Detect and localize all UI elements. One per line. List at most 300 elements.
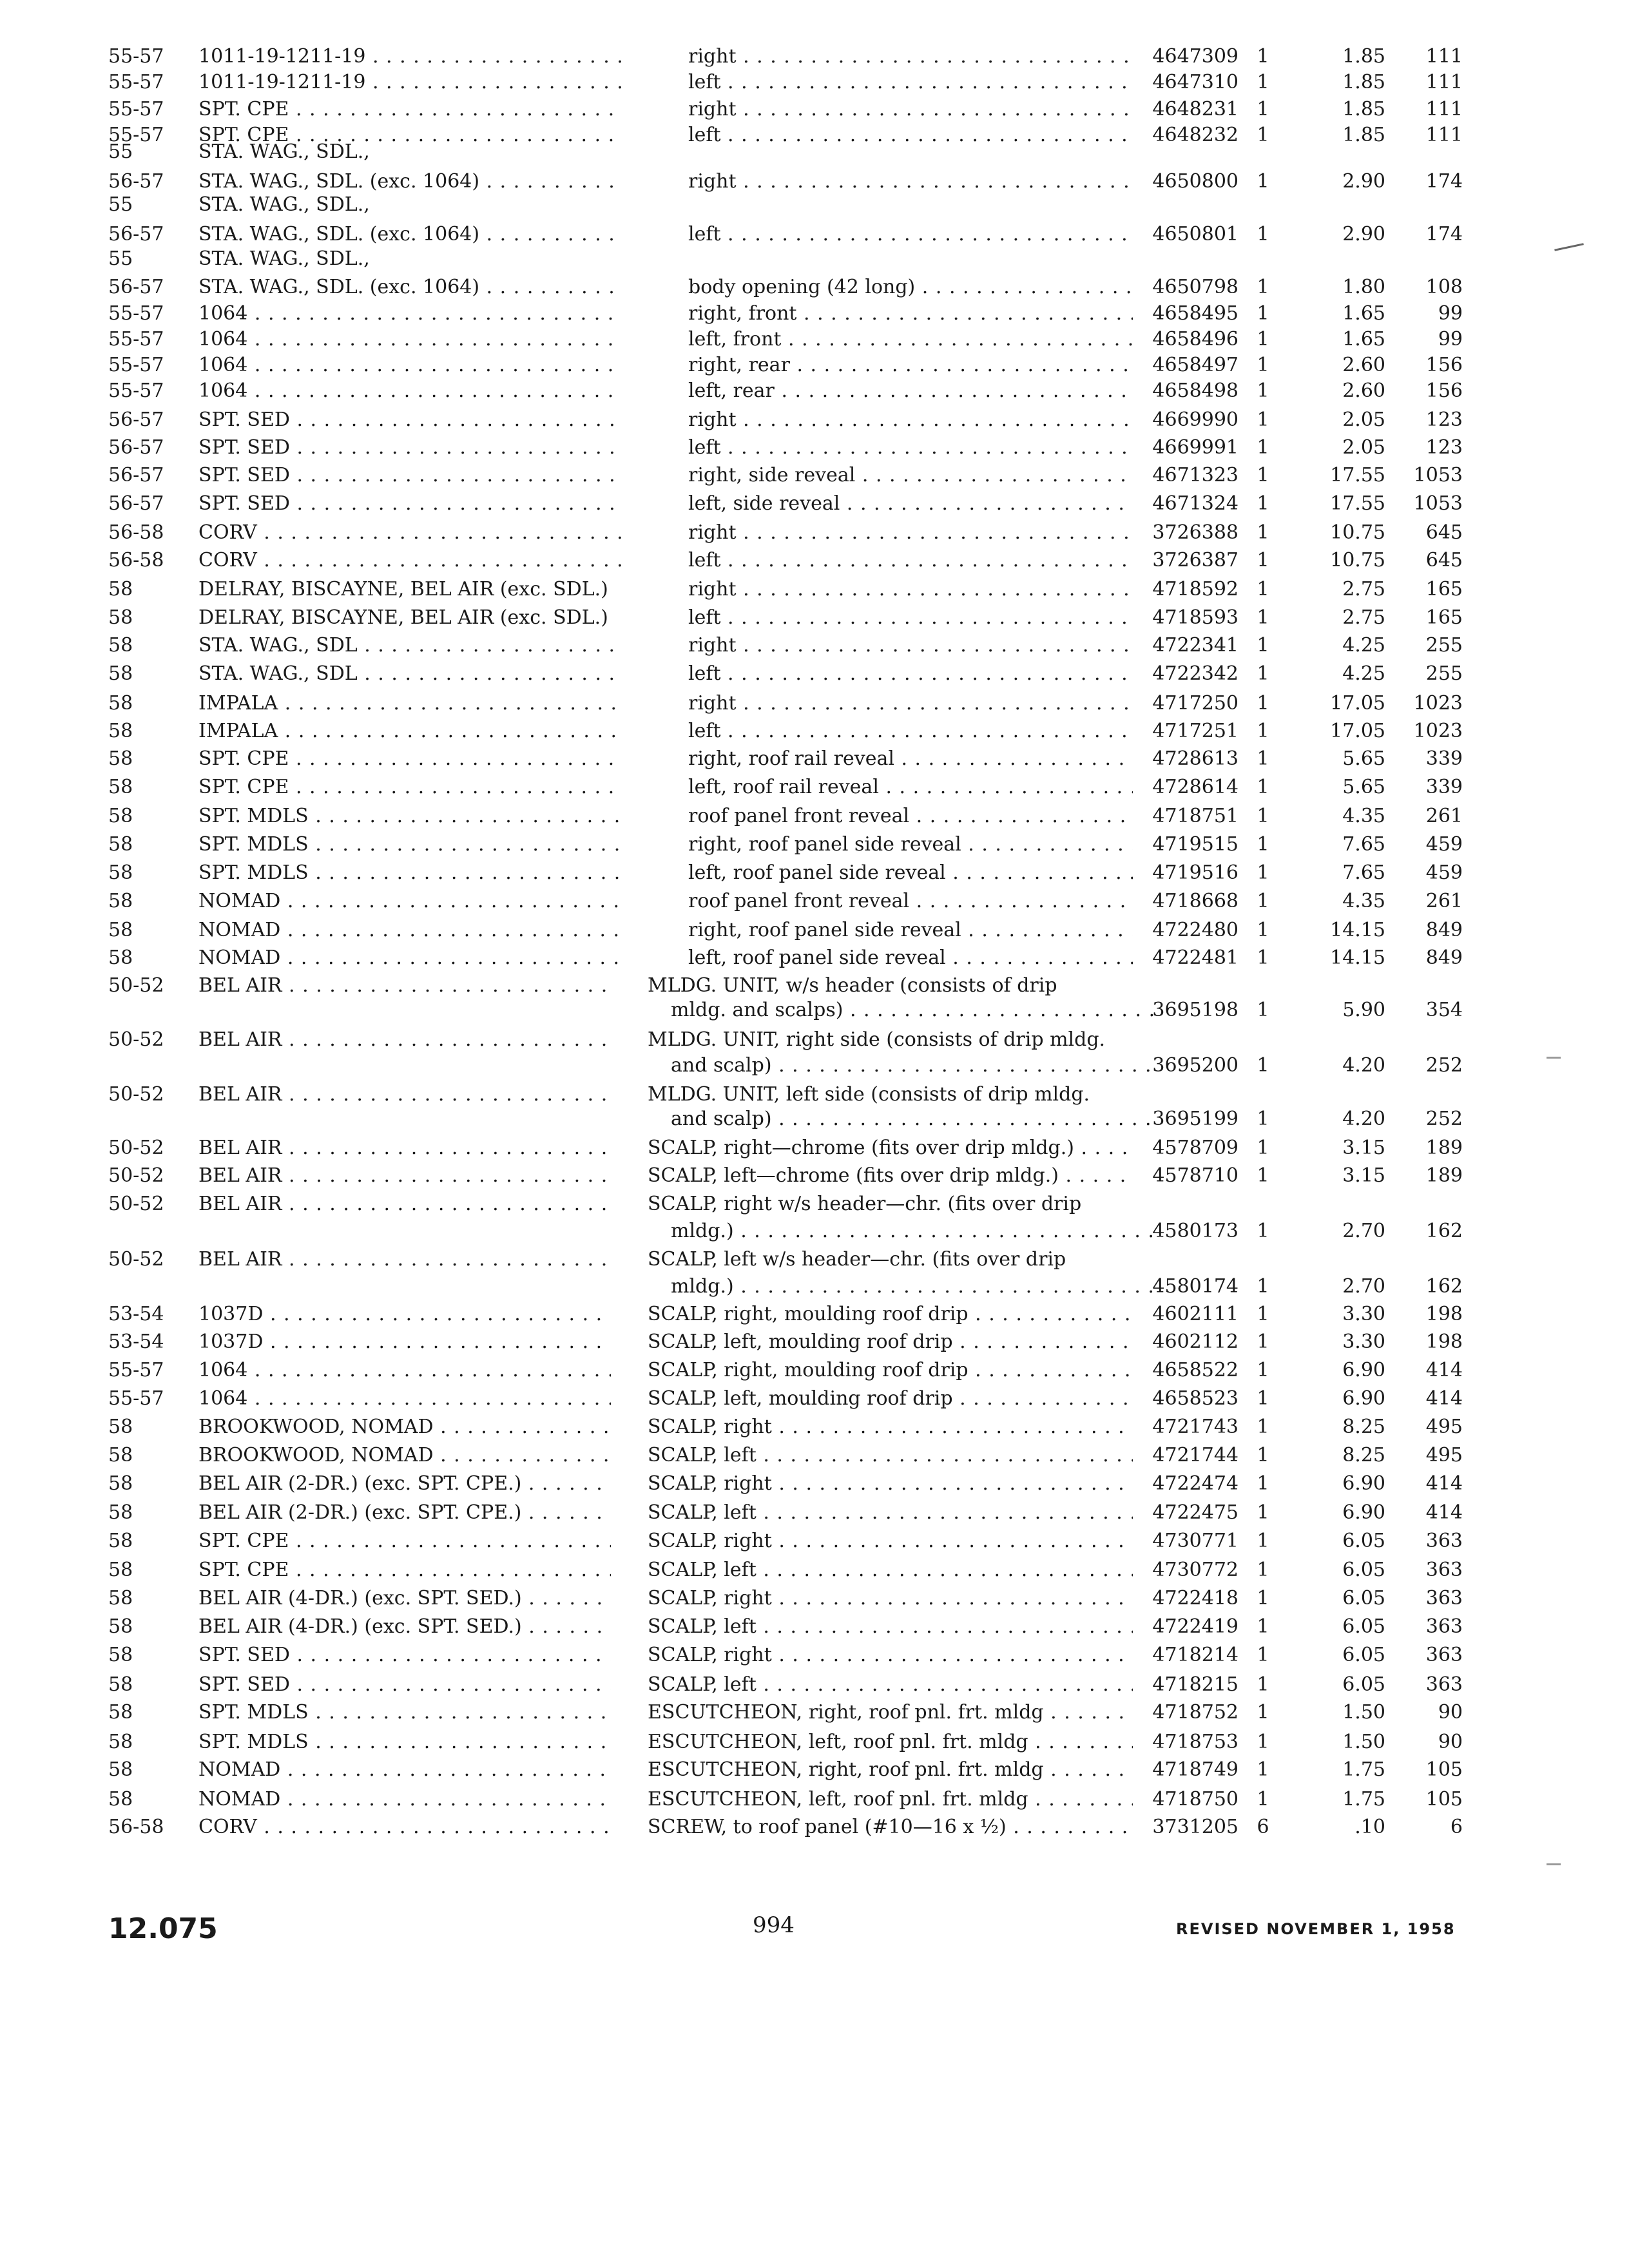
quantity: 1 (1257, 1501, 1269, 1524)
part-description: left, roof panel side reveal . . . (688, 859, 1133, 887)
quantity: 1 (1257, 919, 1269, 941)
table-row (0, 273, 1629, 302)
part-description: left . . . (688, 434, 1133, 462)
part-number: 3726387 (1152, 549, 1239, 572)
year-range: 55-57 (108, 1359, 164, 1381)
table-row (0, 1556, 1629, 1584)
model-name: STA. WAG., SDL., (198, 140, 370, 163)
year-range: 56-58 (108, 549, 164, 572)
table-row (0, 1162, 1629, 1190)
list-price: 2.60 (1342, 354, 1385, 376)
model-name (198, 1217, 611, 1245)
quantity: 1 (1257, 720, 1269, 742)
part-number: 4578709 (1152, 1137, 1239, 1159)
list-price: 3.15 (1342, 1137, 1385, 1159)
quantity: 1 (1257, 1731, 1269, 1753)
group-number (1392, 191, 1463, 219)
list-price: 2.75 (1342, 606, 1385, 629)
year-range: 50-52 (108, 974, 164, 997)
quantity: 1 (1257, 276, 1269, 298)
part-description: SCREW, to roof panel (#10—16 x ½) . . . (648, 1813, 1133, 1841)
part-number: 4730772 (1152, 1559, 1239, 1581)
part-number: 4722342 (1152, 662, 1239, 685)
table-row (0, 434, 1629, 462)
quantity: 1 (1257, 436, 1269, 459)
group-number: 1053 (1413, 492, 1463, 515)
model-name: SPT. MDLS . . . (198, 1698, 611, 1727)
list-price: 8.25 (1342, 1416, 1385, 1438)
part-description: SCALP, right—chrome (fits over drip mldg.) . . . (648, 1134, 1133, 1162)
model-name: BEL AIR . . . (198, 1245, 611, 1274)
year-range: 56-58 (108, 521, 164, 544)
group-number: 90 (1438, 1731, 1463, 1753)
part-number: 4650800 (1152, 170, 1239, 193)
group-number: 645 (1425, 549, 1463, 572)
group-number: 105 (1425, 1758, 1463, 1781)
part-number: 4718593 (1152, 606, 1239, 629)
year-range: 56-57 (108, 436, 164, 459)
model-name: CORV . . . (198, 519, 621, 547)
part-number: 4718751 (1152, 805, 1239, 827)
quantity: 1 (1257, 1387, 1269, 1410)
part-description: SCALP, left . . . (648, 1441, 1133, 1470)
group-number (1392, 245, 1463, 273)
part-description (688, 245, 1133, 273)
table-row (0, 461, 1629, 490)
model-name: SPT. CPE . . . (198, 95, 621, 124)
year-range: 58 (108, 1673, 133, 1696)
quantity: 1 (1257, 1275, 1269, 1298)
table-row (0, 1105, 1629, 1133)
table-row (0, 546, 1629, 575)
model-name: SPT. MDLS . . . (198, 859, 621, 887)
table-row (0, 916, 1629, 945)
year-range: 56-58 (108, 1816, 164, 1838)
table-row (0, 604, 1629, 632)
part-description: left, roof panel side reveal . . . (688, 944, 1133, 972)
part-description: right, front . . . (688, 300, 1133, 328)
year-range: 58 (108, 606, 133, 629)
part-description: right . . . (688, 95, 1133, 124)
part-description: MLDG. UNIT, left side (consists of drip mldg. (648, 1083, 1090, 1106)
quantity: 1 (1257, 947, 1269, 969)
part-description (688, 191, 1133, 219)
table-row (0, 575, 1629, 604)
quantity: 1 (1257, 380, 1269, 402)
list-price: 3.30 (1342, 1303, 1385, 1325)
group-number: 495 (1425, 1416, 1463, 1438)
part-number: 4718668 (1152, 890, 1239, 912)
model-name: IMPALA . . . (198, 689, 621, 718)
part-number: 4650798 (1152, 276, 1239, 298)
quantity: 1 (1257, 328, 1269, 351)
table-row (0, 1785, 1629, 1814)
group-number: 162 (1425, 1275, 1463, 1298)
list-price: 6.90 (1342, 1501, 1385, 1524)
part-description: roof panel front reveal . . . (688, 887, 1133, 916)
list-price: 10.75 (1330, 549, 1385, 572)
part-description: MLDG. UNIT, w/s header (consists of drip (648, 974, 1057, 997)
part-number: 4718750 (1152, 1788, 1239, 1811)
part-description: SCALP, left . . . (648, 1499, 1133, 1527)
group-number: 339 (1425, 776, 1463, 798)
list-price: 4.35 (1342, 890, 1385, 912)
part-description: right . . . (688, 631, 1133, 660)
part-number: 3695199 (1152, 1108, 1239, 1130)
part-description: right . . . (688, 168, 1133, 196)
model-name: SPT. MDLS . . . (198, 1728, 611, 1756)
quantity: 1 (1257, 1472, 1269, 1495)
model-name: BEL AIR . . . (198, 1190, 611, 1218)
quantity: 1 (1257, 124, 1269, 146)
list-price (1289, 138, 1385, 166)
list-price: 5.65 (1342, 747, 1385, 770)
quantity: 1 (1257, 1530, 1269, 1552)
table-row (0, 95, 1629, 124)
year-range (108, 1273, 192, 1301)
part-description: right, roof panel side reveal . . . (688, 916, 1133, 945)
part-number: 4658495 (1152, 302, 1239, 325)
list-price (1289, 245, 1385, 273)
year-range: 55-57 (108, 98, 164, 120)
part-description: right, side reveal . . . (688, 461, 1133, 490)
model-name (198, 1105, 611, 1133)
list-price: 6.05 (1342, 1644, 1385, 1666)
model-name: SPT. MDLS . . . (198, 802, 621, 831)
quantity: 1 (1257, 999, 1269, 1021)
part-description: SCALP, right, moulding roof drip . . . (648, 1356, 1133, 1385)
list-price: 8.25 (1342, 1444, 1385, 1466)
model-name: 1064 . . . (198, 377, 621, 405)
year-range: 50-52 (108, 1137, 164, 1159)
table-row (0, 1698, 1629, 1727)
section-number: 12.075 (108, 1912, 218, 1945)
part-description: SCALP, left—chrome (fits over drip mldg.) . . . (648, 1162, 1133, 1190)
quantity: 1 (1257, 1054, 1269, 1077)
year-range (108, 996, 192, 1024)
part-number: 4658496 (1152, 328, 1239, 351)
list-price: 6.90 (1342, 1359, 1385, 1381)
quantity: 1 (1257, 692, 1269, 715)
model-name: BEL AIR . . . (198, 1026, 611, 1054)
group-number: 198 (1425, 1331, 1463, 1353)
table-row (0, 887, 1629, 916)
quantity (1249, 138, 1277, 166)
table-row (0, 1245, 1629, 1274)
list-price: 5.65 (1342, 776, 1385, 798)
quantity: 1 (1257, 833, 1269, 856)
year-range: 55-57 (108, 354, 164, 376)
group-number: 174 (1425, 170, 1463, 193)
group-number: 363 (1425, 1530, 1463, 1552)
list-price: 2.70 (1342, 1220, 1385, 1242)
group-number: 189 (1425, 1137, 1463, 1159)
part-description: left . . . (688, 220, 1133, 249)
year-range: 55-57 (108, 302, 164, 325)
list-price: 4.25 (1342, 662, 1385, 685)
group-number: 255 (1425, 662, 1463, 685)
part-description: left . . . (688, 546, 1133, 575)
model-name: 1037D . . . (198, 1300, 611, 1329)
list-price: 3.30 (1342, 1331, 1385, 1353)
year-range: 58 (108, 1758, 133, 1781)
quantity: 1 (1257, 1359, 1269, 1381)
model-name: BEL AIR . . . (198, 1081, 611, 1109)
part-number: 4718592 (1152, 578, 1239, 601)
quantity: 1 (1257, 634, 1269, 657)
model-name: SPT. SED . . . (198, 406, 621, 434)
group-number: 459 (1425, 833, 1463, 856)
quantity: 1 (1257, 1701, 1269, 1724)
part-number (1134, 1026, 1239, 1054)
year-range: 58 (108, 1530, 133, 1552)
part-number (1134, 1245, 1239, 1274)
part-description: mldg.) . . . (648, 1273, 1156, 1301)
part-number: 4658522 (1152, 1359, 1239, 1381)
list-price: 1.85 (1342, 124, 1385, 146)
list-price: 17.05 (1330, 692, 1385, 715)
table-row (0, 1756, 1629, 1784)
part-number: 3695198 (1152, 999, 1239, 1021)
group-number: 645 (1425, 521, 1463, 544)
table-row (0, 1356, 1629, 1385)
group-number: 849 (1425, 919, 1463, 941)
quantity: 1 (1257, 1108, 1269, 1130)
list-price: 1.85 (1342, 98, 1385, 120)
year-range: 55-57 (108, 1387, 164, 1410)
table-row (0, 519, 1629, 547)
group-number: 1023 (1413, 720, 1463, 742)
quantity (1249, 1245, 1277, 1274)
quantity: 1 (1257, 1644, 1269, 1666)
model-name (198, 1052, 611, 1080)
part-number (1134, 245, 1239, 273)
part-number: 3731205 (1152, 1816, 1239, 1838)
list-price: 1.75 (1342, 1758, 1385, 1781)
table-row (0, 1641, 1629, 1669)
table-row (0, 1413, 1629, 1441)
part-description: MLDG. UNIT, right side (consists of drip mldg. (648, 1028, 1106, 1051)
group-number: 108 (1425, 276, 1463, 298)
part-number: 4647309 (1152, 45, 1239, 68)
quantity: 1 (1257, 354, 1269, 376)
part-number: 4658497 (1152, 354, 1239, 376)
model-name: BEL AIR . . . (198, 1162, 611, 1190)
table-row (0, 1470, 1629, 1498)
group-number: 90 (1438, 1701, 1463, 1724)
model-name: 1011-19-1211-19 . . . (198, 43, 621, 71)
year-range: 56-57 (108, 276, 164, 298)
table-row (0, 1584, 1629, 1613)
model-name: STA. WAG., SDL. (exc. 1064) . . . (198, 273, 621, 302)
part-description: left . . . (688, 68, 1133, 97)
list-price: 6.05 (1342, 1615, 1385, 1638)
quantity: 6 (1257, 1816, 1269, 1838)
model-name: STA. WAG., SDL . . . (198, 660, 621, 688)
part-number: 4717251 (1152, 720, 1239, 742)
quantity: 1 (1257, 578, 1269, 601)
part-number: 4722474 (1152, 1472, 1239, 1495)
list-price (1289, 191, 1385, 219)
part-number: 4719515 (1152, 833, 1239, 856)
quantity: 1 (1257, 492, 1269, 515)
part-description: right, roof rail reveal . . . (688, 745, 1133, 773)
part-description: SCALP, right w/s header—chr. (fits over drip (648, 1193, 1082, 1215)
table-row (0, 245, 1629, 273)
model-name: BEL AIR (2-DR.) (exc. SPT. CPE.) . . . (198, 1499, 611, 1527)
table-row (0, 1328, 1629, 1356)
part-number: 4658523 (1152, 1387, 1239, 1410)
list-price: 6.05 (1342, 1673, 1385, 1696)
year-range: 50-52 (108, 1193, 164, 1215)
model-name: 1064 . . . (198, 1356, 611, 1385)
part-number: 3695200 (1152, 1054, 1239, 1077)
model-name: SPT. SED . . . (198, 490, 621, 518)
group-number: 414 (1425, 1387, 1463, 1410)
model-name: BEL AIR (4-DR.) (exc. SPT. SED.) . . . (198, 1613, 611, 1641)
quantity (1249, 191, 1277, 219)
group-number: 339 (1425, 747, 1463, 770)
list-price: 6.05 (1342, 1587, 1385, 1610)
list-price: 6.05 (1342, 1559, 1385, 1581)
year-range: 58 (108, 1701, 133, 1724)
part-number: 4602112 (1152, 1331, 1239, 1353)
table-row (0, 660, 1629, 688)
margin-mark (1547, 1863, 1561, 1865)
year-range: 58 (108, 1416, 133, 1438)
table-row (0, 745, 1629, 773)
part-description: ESCUTCHEON, left, roof pnl. frt. mldg . . . (648, 1728, 1133, 1756)
list-price: 6.90 (1342, 1387, 1385, 1410)
year-range: 55-57 (108, 328, 164, 351)
part-number: 4647310 (1152, 71, 1239, 93)
part-number: 4650801 (1152, 223, 1239, 245)
model-name: SPT. CPE . . . (198, 773, 621, 802)
part-number: 4730771 (1152, 1530, 1239, 1552)
quantity: 1 (1257, 1331, 1269, 1353)
year-range: 56-57 (108, 170, 164, 193)
model-name: 1064 . . . (198, 351, 621, 380)
quantity: 1 (1257, 223, 1269, 245)
table-row (0, 802, 1629, 831)
list-price: 17.55 (1330, 492, 1385, 515)
quantity: 1 (1257, 1587, 1269, 1610)
group-number: 111 (1425, 124, 1463, 146)
year-range: 55 (108, 140, 133, 163)
part-number: 4722419 (1152, 1615, 1239, 1638)
part-description: and scalp) . . . (648, 1105, 1156, 1133)
year-range: 58 (108, 1731, 133, 1753)
list-price: 2.70 (1342, 1275, 1385, 1298)
list-price: 2.05 (1342, 436, 1385, 459)
part-description: roof panel front reveal . . . (688, 802, 1133, 831)
part-description: mldg. and scalps) . . . (648, 996, 1156, 1024)
part-number: 4728613 (1152, 747, 1239, 770)
year-range: 58 (108, 1587, 133, 1610)
table-row (0, 351, 1629, 380)
quantity: 1 (1257, 98, 1269, 120)
group-number (1392, 1026, 1463, 1054)
year-range: 58 (108, 634, 133, 657)
year-range: 58 (108, 720, 133, 742)
model-name: NOMAD . . . (198, 887, 621, 916)
group-number: 123 (1425, 436, 1463, 459)
list-price: 6.05 (1342, 1530, 1385, 1552)
table-row (0, 1300, 1629, 1329)
part-number: 4602111 (1152, 1303, 1239, 1325)
part-description: right . . . (688, 519, 1133, 547)
quantity: 1 (1257, 1673, 1269, 1696)
part-description: left, front . . . (688, 325, 1133, 354)
model-name: STA. WAG., SDL., (198, 193, 370, 216)
quantity: 1 (1257, 747, 1269, 770)
part-description: SCALP, right . . . (648, 1641, 1133, 1669)
table-row (0, 1190, 1629, 1218)
part-number: 4718753 (1152, 1731, 1239, 1753)
model-name: STA. WAG., SDL . . . (198, 631, 621, 660)
table-row (0, 1385, 1629, 1413)
part-description: SCALP, right . . . (648, 1413, 1133, 1441)
model-name: SPT. CPE . . . (198, 121, 621, 149)
model-name: NOMAD . . . (198, 1785, 611, 1814)
list-price: 1.85 (1342, 71, 1385, 93)
part-description: SCALP, left, moulding roof drip . . . (648, 1385, 1133, 1413)
list-price: 4.20 (1342, 1108, 1385, 1130)
part-number: 4671324 (1152, 492, 1239, 515)
model-name: BEL AIR (2-DR.) (exc. SPT. CPE.) . . . (198, 1470, 611, 1498)
part-description: SCALP, right . . . (648, 1470, 1133, 1498)
group-number: 162 (1425, 1220, 1463, 1242)
group-number: 363 (1425, 1615, 1463, 1638)
part-number: 4717250 (1152, 692, 1239, 715)
model-name: CORV . . . (198, 546, 621, 575)
table-row (0, 68, 1629, 97)
year-range: 50-52 (108, 1083, 164, 1106)
year-range: 58 (108, 1472, 133, 1495)
part-description: mldg.) . . . (648, 1217, 1156, 1245)
model-name: SPT. CPE . . . (198, 1527, 611, 1555)
quantity: 1 (1257, 1444, 1269, 1466)
group-number: 189 (1425, 1164, 1463, 1187)
model-name: SPT. SED . . . (198, 434, 621, 462)
quantity: 1 (1257, 1220, 1269, 1242)
part-number: 4658498 (1152, 380, 1239, 402)
year-range: 56-57 (108, 408, 164, 431)
group-number: 849 (1425, 947, 1463, 969)
part-number: 3726388 (1152, 521, 1239, 544)
list-price: 3.15 (1342, 1164, 1385, 1187)
group-number: 414 (1425, 1472, 1463, 1495)
table-row (0, 944, 1629, 972)
model-name: 1064 . . . (198, 300, 621, 328)
model-name: 1037D . . . (198, 1328, 611, 1356)
part-number: 4722480 (1152, 919, 1239, 941)
table-row (0, 631, 1629, 660)
table-row (0, 406, 1629, 434)
group-number: 123 (1425, 408, 1463, 431)
part-number: 4728614 (1152, 776, 1239, 798)
year-range: 50-52 (108, 1028, 164, 1051)
part-description: right, rear . . . (688, 351, 1133, 380)
part-description: SCALP, right, moulding roof drip . . . (648, 1300, 1133, 1329)
group-number: 1053 (1413, 464, 1463, 486)
year-range: 58 (108, 1788, 133, 1811)
group-number (1392, 1190, 1463, 1218)
model-name: NOMAD . . . (198, 916, 621, 945)
table-row (0, 717, 1629, 745)
year-range: 58 (108, 1644, 133, 1666)
table-row (0, 490, 1629, 518)
